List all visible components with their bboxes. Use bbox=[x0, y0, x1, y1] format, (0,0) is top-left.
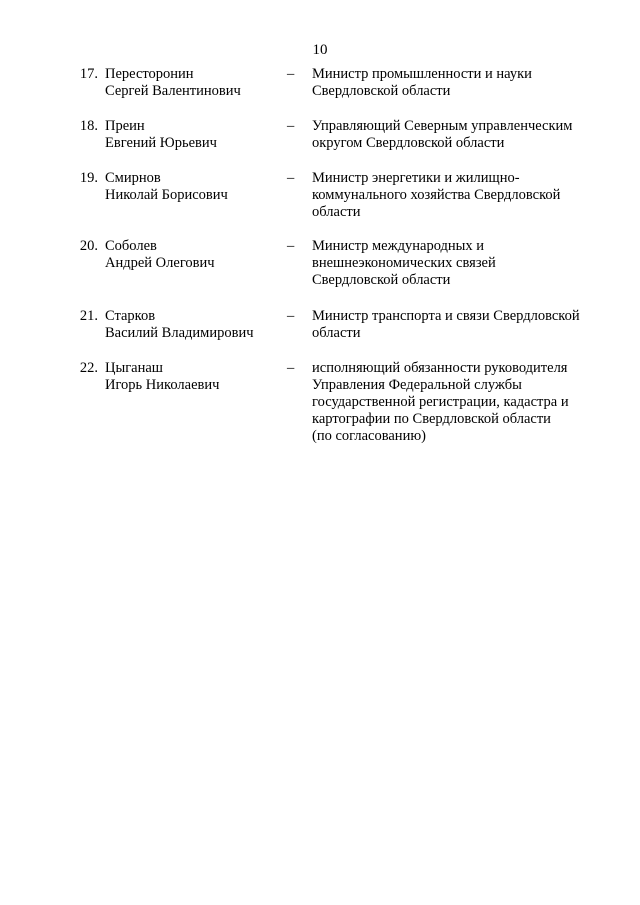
role-line: Министр энергетики и жилищно- bbox=[312, 170, 520, 186]
role-line: (по согласованию) bbox=[312, 428, 426, 444]
person-given-names: Игорь Николаевич bbox=[105, 377, 220, 393]
person-given-names: Евгений Юрьевич bbox=[105, 135, 217, 151]
person-name bbox=[105, 238, 285, 272]
person-given-names: Василий Владимирович bbox=[105, 325, 254, 341]
person-given-names: Андрей Олегович bbox=[105, 255, 215, 271]
role-line: округом Свердловской области bbox=[312, 135, 505, 151]
member-list bbox=[0, 66, 640, 444]
person-given-names: Сергей Валентинович bbox=[105, 83, 241, 99]
item-number: 22. bbox=[79, 360, 98, 376]
item-number: 18. bbox=[79, 118, 98, 134]
list-item bbox=[0, 170, 640, 238]
dash-separator: – bbox=[287, 238, 295, 254]
role-line: коммунального хозяйства Свердловской bbox=[312, 187, 561, 203]
role-line: Управления Федеральной службы bbox=[312, 377, 522, 393]
item-number: 19. bbox=[79, 170, 98, 186]
item-number: 21. bbox=[79, 308, 98, 324]
person-name bbox=[105, 308, 285, 342]
role-line: исполняющий обязанности руководителя bbox=[312, 360, 568, 376]
dash-separator: – bbox=[287, 170, 295, 186]
role-line: Министр международных и bbox=[312, 238, 485, 254]
dash-separator: – bbox=[287, 118, 295, 134]
person-name bbox=[105, 66, 285, 100]
person-role bbox=[312, 170, 597, 221]
role-line: области bbox=[312, 325, 361, 341]
role-line: Управляющий Северным управленческим bbox=[312, 118, 573, 134]
person-role bbox=[312, 66, 597, 100]
page-number: 10 bbox=[312, 42, 328, 58]
list-item bbox=[0, 66, 640, 118]
dash-separator: – bbox=[287, 308, 295, 324]
person-role bbox=[312, 308, 597, 342]
list-item bbox=[0, 118, 640, 170]
person-name bbox=[105, 360, 285, 394]
person-surname: Соболев bbox=[105, 238, 157, 254]
person-surname: Старков bbox=[105, 308, 156, 324]
role-line: Министр транспорта и связи Свердловской bbox=[312, 308, 580, 324]
person-role bbox=[312, 118, 597, 152]
item-number: 17. bbox=[79, 66, 98, 82]
person-role bbox=[312, 238, 597, 289]
role-line: государственной регистрации, кадастра и bbox=[312, 394, 569, 410]
role-line: внешнеэкономических связей bbox=[312, 255, 496, 271]
list-item bbox=[0, 238, 640, 308]
person-surname: Цыганаш bbox=[105, 360, 163, 376]
role-line: Свердловской области bbox=[312, 272, 451, 288]
person-role bbox=[312, 360, 597, 445]
person-surname: Пересторонин bbox=[105, 66, 194, 82]
list-item bbox=[0, 360, 640, 450]
role-line: области bbox=[312, 204, 361, 220]
person-name bbox=[105, 118, 285, 152]
list-item bbox=[0, 308, 640, 360]
item-number: 20. bbox=[79, 238, 98, 254]
person-name bbox=[105, 170, 285, 204]
role-line: Свердловской области bbox=[312, 83, 451, 99]
role-line: Министр промышленности и науки bbox=[312, 66, 532, 82]
person-given-names: Николай Борисович bbox=[105, 187, 228, 203]
role-line: картографии по Свердловской области bbox=[312, 411, 551, 427]
dash-separator: – bbox=[287, 66, 295, 82]
person-surname: Преин bbox=[105, 118, 145, 134]
dash-separator: – bbox=[287, 360, 295, 376]
person-surname: Смирнов bbox=[105, 170, 161, 186]
